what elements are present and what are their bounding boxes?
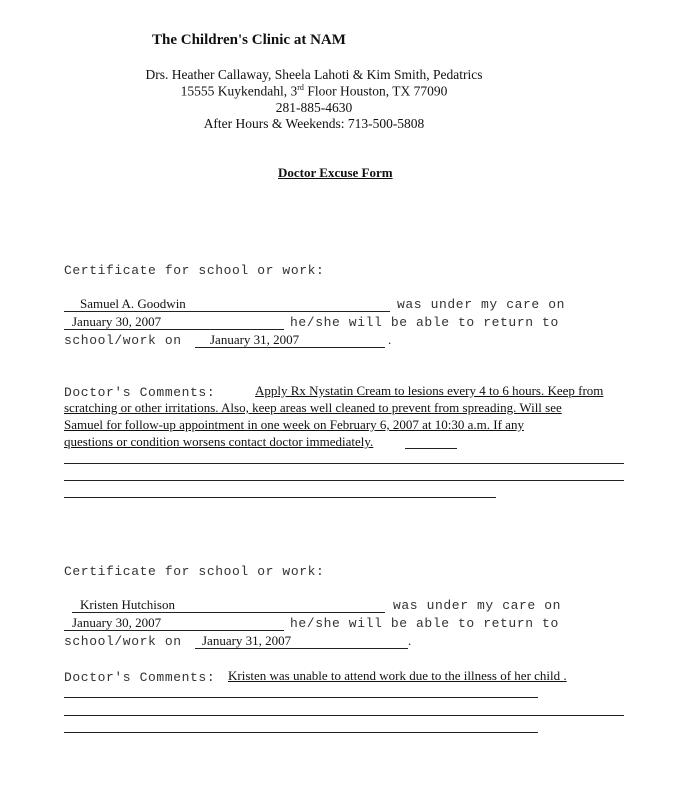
patient-name: Kristen Hutchison [80,597,175,612]
patient-name: Samuel A. Goodwin [80,296,186,311]
certificate-heading: Certificate for school or work: [64,263,325,278]
date-seen-line [64,630,284,631]
return-date-line [195,347,385,348]
form-title: Doctor Excuse Form [278,165,393,180]
blank-comment-line [64,480,624,481]
clinic-address: 15555 Kuykendahl, 3rd Floor Houston, TX 77090 [180,83,448,99]
comment-line-2: scratching or other irritations. Also, keep areas well cleaned to prevent from spreading. Will see [64,400,562,415]
care-text: was under my care on [397,297,566,312]
clinic-doctors: Drs. Heather Callaway, Sheela Lahoti & Kim Smith, Pedatrics [145,67,483,82]
blank-comment-line [64,732,538,733]
patient-name-line [72,612,385,613]
return-date-line [195,648,408,649]
return-date: January 31, 2007 [202,633,292,648]
period: . [388,332,392,347]
comment-line-4-blank [405,448,457,449]
patient-name-line [64,311,390,312]
date-seen-line [64,329,284,330]
clinic-name: The Children's Clinic at NAM [152,32,346,48]
blank-comment-line [64,715,624,716]
clinic-after-hours: After Hours & Weekends: 713-500-5808 [203,116,425,131]
school-text: school/work on [64,634,182,649]
comment-line-1: Apply Rx Nystatin Cream to lesions every 4 to 6 hours. Keep from [255,383,604,398]
comment-line-3: Samuel for follow-up appointment in one week on February 6, 2007 at 10:30 a.m. If any [64,417,524,432]
school-text: school/work on [64,333,182,348]
period: . [408,633,412,648]
blank-comment-line [64,497,496,498]
return-text: he/she will be able to return to [290,616,559,631]
certificate-heading: Certificate for school or work: [64,564,325,579]
blank-comment-line [64,697,538,698]
date-seen: January 30, 2007 [72,314,162,329]
comment-line-4: questions or condition worsens contact doctor immediately. [64,434,374,449]
return-date: January 31, 2007 [210,332,300,347]
return-text: he/she will be able to return to [290,315,559,330]
comments-label: Doctor's Comments: [64,670,216,685]
comment-line-1: Kristen was unable to attend work due to the illness of her child . [228,668,567,683]
comments-label: Doctor's Comments: [64,385,216,400]
care-text: was under my care on [393,598,562,613]
date-seen: January 30, 2007 [72,615,162,630]
blank-comment-line [64,463,624,464]
clinic-phone: 281-885-4630 [275,100,353,115]
